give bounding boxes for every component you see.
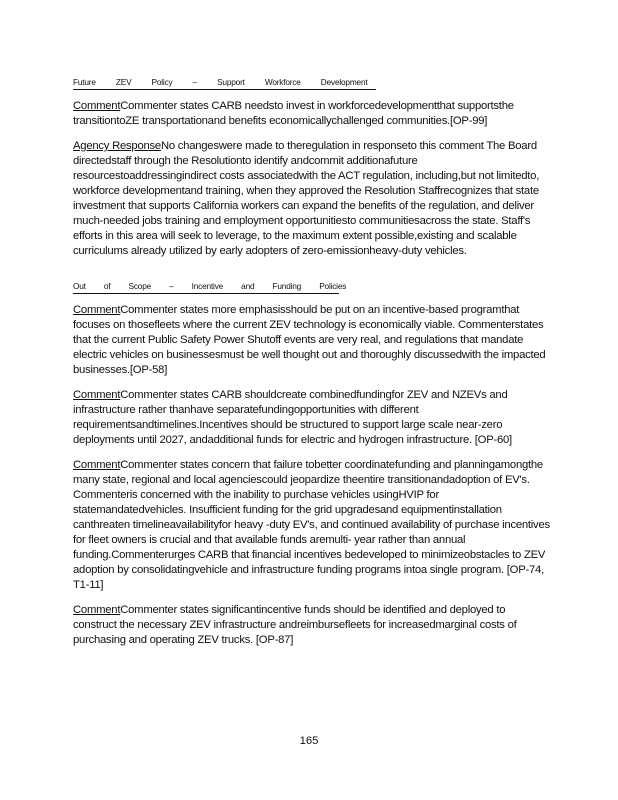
paragraph-text: Commenter states CARB shouldcreate combinedfundingfor ZEV and NZEVs and infrastructure rather thanhave separatefundingopportunities with different requirementsandtimelines.Incentives should be structured to support large scale near-zero deployments until 2027, andadditional funds for electric and hydrogen infrastructure. [OP-60] — [73, 389, 512, 446]
section-heading-workforce: Future ZEV Policy – Support Workforce Development — [73, 77, 376, 90]
comment-paragraph — [73, 458, 551, 593]
paragraph-lead: Comment — [73, 389, 121, 401]
paragraph-lead: Comment — [73, 100, 121, 112]
comment-paragraph — [73, 303, 551, 378]
comment-paragraph — [73, 603, 551, 648]
agency-response-paragraph — [73, 139, 551, 259]
paragraph-text: No changeswere made to theregulation in responseto this comment The Board directedstaff through the Resolutionto identify andcommit additionafuture resourcestoaddressingindirect costs associatedwith the ACT regulation, including,but not limitedto, workforce developmentand training, when they approved the Resolution Staffrecognizes that state investment that supports California workers can expand the benefits of the regulation, and deliver much-needed jobs training and employment opportunitiesto communitiesacross the state. Staff's efforts in this area will seek to leverage, to the maximum extent possible,existing and scalable curriculums already utilized by early adopters of zero-emissionheavy-duty vehicles. — [73, 140, 540, 257]
paragraph-text: Commenter states significantincentive funds should be identified and deployed to construct the necessary ZEV infrastructure andreimbursefleets for increasedmarginal costs of purchasing and operating ZEV trucks. [OP-87] — [73, 604, 517, 646]
section-heading-out-of-scope: Out of Scope – Incentive and Funding Policies — [73, 281, 339, 294]
paragraph-lead: Agency Response — [73, 140, 161, 152]
page-number: 165 — [299, 735, 319, 747]
comment-paragraph — [73, 99, 551, 129]
paragraph-lead: Comment — [73, 604, 121, 616]
paragraph-text: Commenter states more emphasisshould be put on an incentive-based programthat focuses on thosefleets where the current ZEV technology is economically viable. Commenterstates that the current Public Safety Power Shutoff events are very real, and regulations that mandate electric vehicles on businessesmust be well thought out and thoroughly discussedwith the impacted businesses.[OP-58] — [73, 304, 546, 376]
paragraph-lead: Comment — [73, 304, 121, 316]
paragraph-text: Commenter states CARB needsto invest in workforcedevelopmentthat supportsthe transitiontoZE transportationand benefits economicallychallenged communities.[OP-99] — [73, 100, 514, 127]
paragraph-text: Commenter states concern that failure tobetter coordinatefunding and planningamongthe many state, regional and local agenciescould jeopardize theentire transitionandadoption of EV's. Commenteris concerned with the inability to purchase vehicles usingHVIP for statemandatedvehicles. Insufficient funding for the grid upgradesand equipmentinstallation canthreaten timelineavailabilityfor heavy -duty EV's, and continued availability of purchase incentives for fleet owners is crucial and that available funds aremulti- year rather than annual funding.Commenterurges CARB that financial incentives bedeveloped to minimizeobstacles to ZEV adoption by consolidatingvehicle and infrastructure funding programs intoa single program. [OP-74, T1-11] — [73, 459, 550, 591]
paragraph-lead: Comment — [73, 459, 121, 471]
comment-paragraph — [73, 388, 551, 448]
document-body — [73, 72, 551, 658]
